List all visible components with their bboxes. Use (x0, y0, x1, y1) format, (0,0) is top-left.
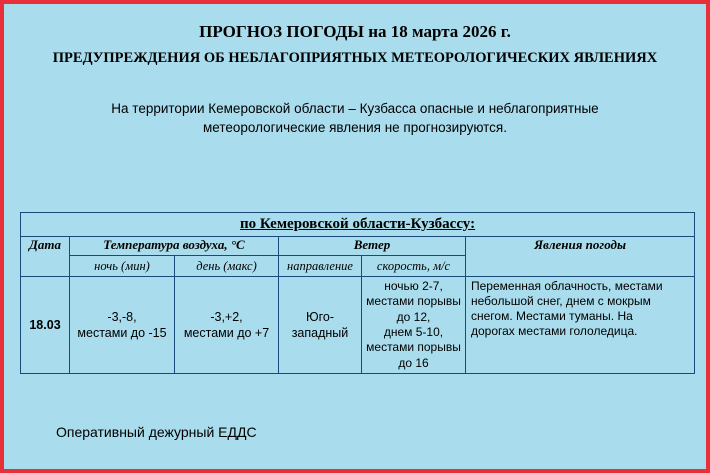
date-header: Дата (21, 237, 70, 277)
wind-direction-line-1: Юго- (305, 310, 335, 324)
notice-line-1: На территории Кемеровской области – Кузбасса опасные и неблагоприятные (111, 101, 599, 116)
footer-signature: Оперативный дежурный ЕДДС (56, 424, 257, 440)
phenomena-line: дорогах местами гололедица. (471, 324, 638, 338)
warnings-subtitle: ПРЕДУПРЕЖДЕНИЯ ОБ НЕБЛАГОПРИЯТНЫХ МЕТЕОРОЛОГИЧЕСКИХ ЯВЛЕНИЯХ (52, 50, 658, 66)
night-subheader: ночь (мин) (70, 256, 175, 277)
speed-subheader: скорость, м/с (362, 256, 466, 277)
wind-speed-line: до 16 (398, 355, 429, 370)
night-temp-range: -3,-8, (107, 310, 137, 324)
phenomena-header: Явления погоды (466, 237, 695, 277)
phenomena-line: небольшой снег, днем с мокрым (471, 294, 651, 308)
night-temp-local: местами до -15 (77, 326, 167, 340)
wind-direction-cell (279, 277, 362, 374)
region-header: по Кемеровской области-Кузбассу: (21, 213, 695, 237)
table-row (21, 277, 695, 374)
day-temp-cell (175, 277, 279, 374)
wind-speed-line: местами порывы (366, 294, 461, 309)
day-subheader: день (макс) (175, 256, 279, 277)
direction-subheader: направление (279, 256, 362, 277)
day-temp-local: местами до +7 (183, 326, 270, 340)
night-temp-cell (70, 277, 175, 374)
wind-speed-line: ночью 2-7, (384, 278, 443, 293)
temperature-header: Температура воздуха, °С (70, 237, 279, 256)
wind-speed-cell (362, 277, 466, 374)
wind-speed-line: днем 5-10, (383, 325, 444, 339)
notice-line-2: метеорологические явления не прогнозируются. (202, 120, 507, 135)
wind-speed-line: местами порывы (366, 340, 461, 355)
notice-text (4, 99, 706, 137)
phenomena-line: снегом. Местами туманы. На (471, 309, 633, 323)
day-temp-range: -3,+2, (210, 310, 243, 324)
date-cell: 18.03 (21, 277, 70, 374)
wind-header: Ветер (279, 237, 466, 256)
wind-speed-line: до 12, (396, 309, 431, 324)
phenomena-cell (466, 277, 695, 374)
wind-direction-line-2: западный (291, 326, 349, 340)
phenomena-line: Переменная облачность, местами (471, 279, 663, 293)
forecast-title: ПРОГНОЗ ПОГОДЫ на 18 марта 2026 г. (199, 22, 511, 41)
forecast-table (20, 212, 695, 374)
